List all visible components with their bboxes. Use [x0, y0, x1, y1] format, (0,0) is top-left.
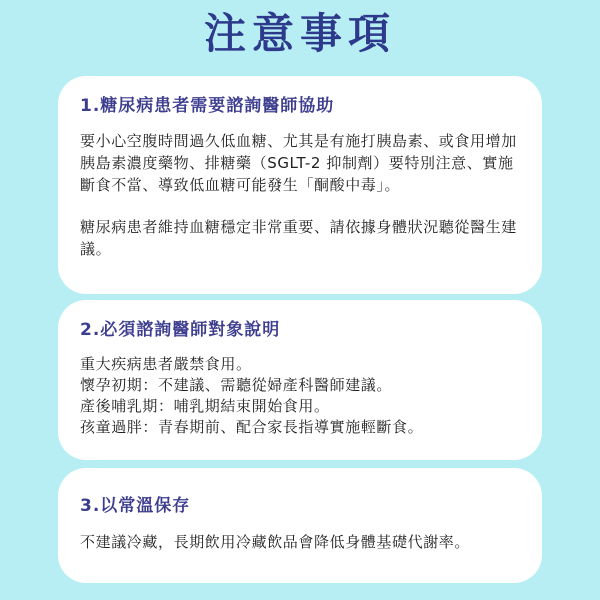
card-heading: 2.必須諮詢醫師對象說明: [80, 320, 281, 340]
notice-card-diabetes: [58, 76, 542, 294]
card-line: 產後哺乳期：哺乳期結束開始食用。: [80, 397, 330, 415]
card-paragraph: 糖尿病患者維持血糖穩定非常重要、請依據身體狀況聽從醫生建議。: [80, 218, 517, 258]
card-heading: 1.糖尿病患者需要諮詢醫師協助: [80, 96, 335, 116]
card-line: 不建議冷藏，長期飲用冷藏飲品會降低身體基礎代謝率。: [80, 533, 471, 551]
notice-card-storage: [58, 468, 542, 583]
card-paragraph: 要小心空腹時間過久低血糖、尤其是有施打胰島素、或食用增加胰島素濃度藥物、排糖藥（SGLT-2 抑制劑）要特別注意、實施斷食不當、導致低血糖可能發生「酮酸中毒」。: [80, 132, 517, 194]
notice-card-consult: [58, 300, 542, 460]
card-line: 重大疾病患者嚴禁食用。: [80, 355, 252, 373]
card-line: 孩童過胖：青春期前、配合家長指導實施輕斷食。: [80, 418, 424, 436]
card-heading: 3.以常溫保存: [80, 496, 191, 516]
page-title: 注意事項: [203, 9, 396, 58]
card-line: 懷孕初期：不建議、需聽從婦產科醫師建議。: [80, 376, 393, 394]
